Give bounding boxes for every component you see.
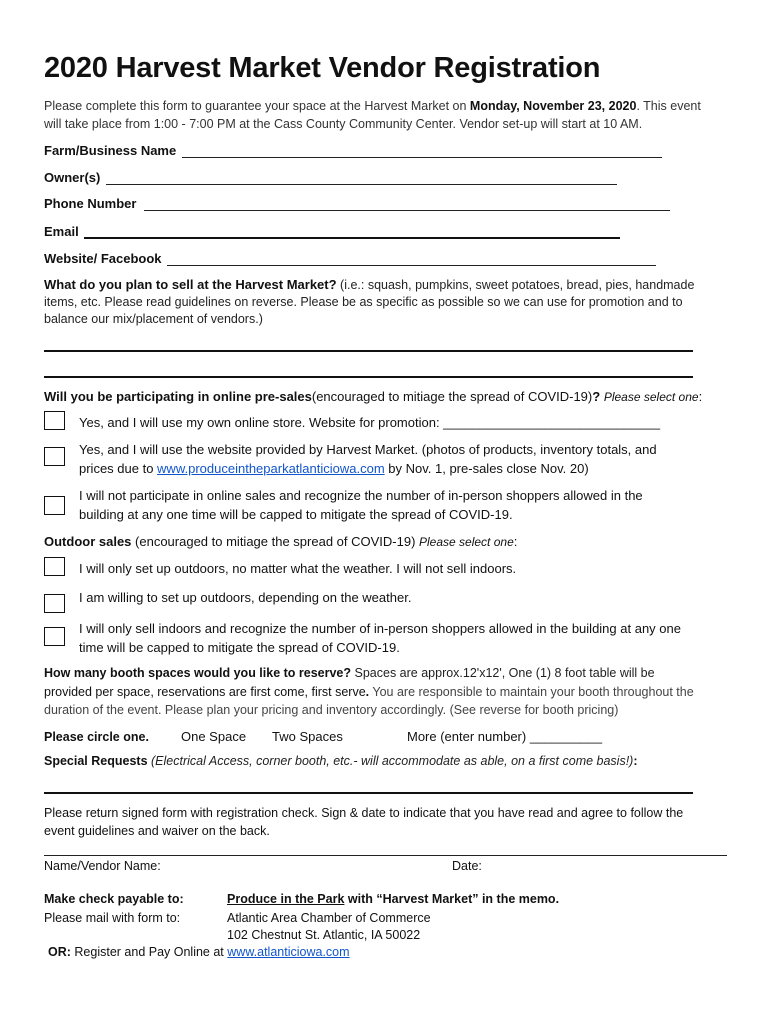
produce-in-the-park-link[interactable]: www.produceintheparkatlanticiowa.com [157, 461, 385, 476]
intro-line-2: will take place from 1:00 - 7:00 PM at the Cass County Community Center. Vendor set-up will start at 10 AM. [44, 117, 643, 131]
sell-answer-line-1[interactable] [44, 350, 693, 352]
online-option-1-checkbox[interactable] [44, 411, 65, 430]
outdoor-option-2-label: I am willing to set up outdoors, depending on the weather. [79, 590, 412, 605]
booth-line-2: provided per space, reservations are first come, first serve. You are responsible to maintain your booth throughout the [44, 685, 694, 699]
online-payment-line: OR: Register and Pay Online at www.atlanticiowa.com [48, 945, 350, 959]
return-line-2: event guidelines and waiver on the back. [44, 824, 270, 838]
email-label: Email [44, 224, 79, 239]
address-line-1: Atlantic Area Chamber of Commerce [227, 911, 431, 925]
online-option-2-line-1: Yes, and I will use the website provided by Harvest Market. (photos of products, inventory totals, and [79, 442, 657, 457]
outdoor-option-3-checkbox[interactable] [44, 627, 65, 646]
online-presales-question: Will you be participating in online pre-sales(encouraged to mitiage the spread of COVID-19)? Please select one: [44, 389, 703, 404]
owners-label: Owner(s) [44, 170, 101, 185]
sell-question: What do you plan to sell at the Harvest Market? (i.e.: squash, pumpkins, sweet potatoes, bread, pies, handmade [44, 277, 695, 292]
online-option-2-checkbox[interactable] [44, 447, 65, 466]
outdoor-option-3-line-2: time will be capped to mitigate the spread of COVID-19. [79, 640, 400, 655]
payable-to: Produce in the Park with “Harvest Market” in the memo. [227, 892, 560, 906]
outdoor-option-2-checkbox[interactable] [44, 594, 65, 613]
outdoor-option-1-checkbox[interactable] [44, 557, 65, 576]
website-field[interactable] [167, 265, 656, 266]
booth-question: How many booth spaces would you like to reserve? Spaces are approx.12'x12', One (1) 8 foot table will be [44, 666, 655, 680]
owners-field[interactable] [106, 184, 617, 185]
special-requests-field[interactable] [44, 792, 693, 794]
one-space-option[interactable]: One Space [181, 729, 247, 744]
farm-business-field[interactable] [182, 157, 662, 158]
sell-hint-line-3: balance our mix/placement of vendors.) [44, 312, 263, 326]
circle-one-label: Please circle one. [44, 730, 149, 744]
booth-line-3: duration of the event. Please plan your pricing and inventory accordingly. (See reverse for booth pricing) [44, 703, 619, 717]
more-spaces-option[interactable]: More (enter number) __________ [407, 729, 603, 744]
online-option-3-line-2: building at any one time will be capped to mitigate the spread of COVID-19. [79, 507, 513, 522]
return-line-1: Please return signed form with registration check. Sign & date to indicate that you have read and agree to follow the [44, 806, 684, 820]
payable-label: Make check payable to: [44, 892, 184, 906]
online-option-3-checkbox[interactable] [44, 496, 65, 515]
farm-business-label: Farm/Business Name [44, 143, 177, 158]
address-line-2: 102 Chestnut St. Atlantic, IA 50022 [227, 928, 421, 942]
outdoor-option-3-line-1: I will only sell indoors and recognize the number of in-person shoppers allowed in the building at any one [79, 621, 681, 636]
sell-hint-line-2: items, etc. Please read guidelines on reverse. Please be as specific as possible so we can use for promotion and to [44, 295, 683, 309]
outdoor-sales-question: Outdoor sales (encouraged to mitiage the spread of COVID-19) Please select one: [44, 534, 518, 549]
online-option-3-line-1: I will not participate in online sales and recognize the number of in-person shoppers allowed in the [79, 488, 643, 503]
email-field[interactable] [84, 237, 620, 239]
sell-answer-line-2[interactable] [44, 376, 693, 378]
atlantic-iowa-link[interactable]: www.atlanticiowa.com [227, 945, 350, 959]
event-date: Monday, November 23, 2020 [469, 99, 637, 113]
outdoor-option-1-label: I will only set up outdoors, no matter what the weather. I will not sell indoors. [79, 561, 517, 576]
phone-field[interactable] [144, 210, 670, 211]
signature-line[interactable] [44, 855, 727, 856]
intro-line-1: Please complete this form to guarantee your space at the Harvest Market on Monday, November 23, 2020. This event [44, 99, 701, 113]
page-title: 2020 Harvest Market Vendor Registration [44, 52, 601, 84]
two-spaces-option[interactable]: Two Spaces [272, 729, 343, 744]
date-label: Date: [452, 859, 482, 873]
vendor-name-label: Name/Vendor Name: [44, 859, 161, 873]
mail-label: Please mail with form to: [44, 911, 181, 925]
online-option-2-line-2: prices due to www.produceintheparkatlanticiowa.com by Nov. 1, pre-sales close Nov. 20) [79, 461, 589, 476]
phone-label: Phone Number [44, 196, 137, 211]
online-option-1-label: Yes, and I will use my own online store. Website for promotion: ______________________________ [79, 415, 661, 430]
special-requests-label: Special Requests (Electrical Access, corner booth, etc.- will accommodate as able, on a first come basis!): [44, 754, 638, 768]
website-label: Website/ Facebook [44, 251, 162, 266]
